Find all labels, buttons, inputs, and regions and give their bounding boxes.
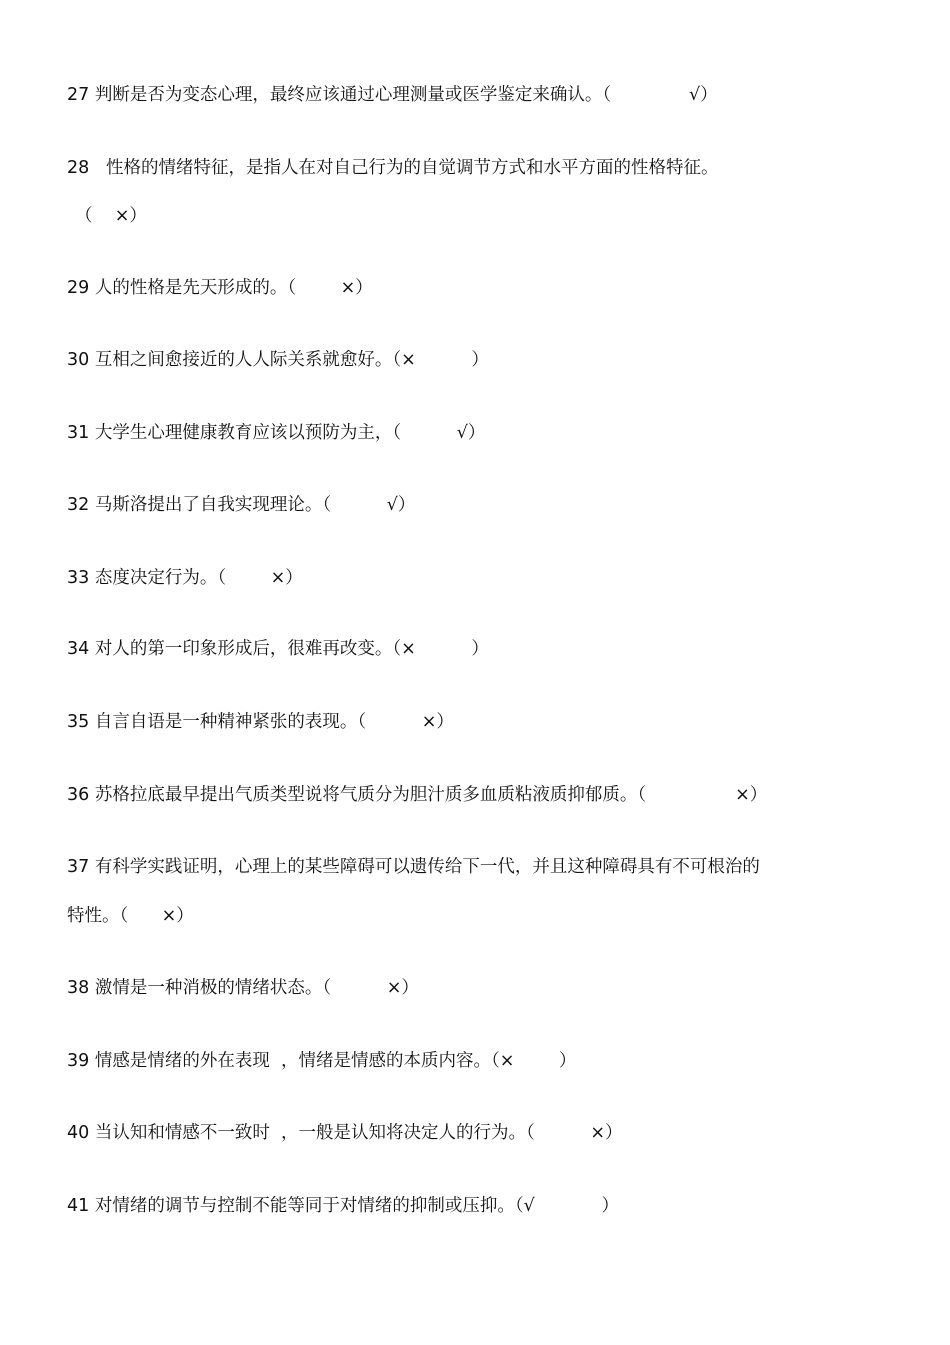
question-33: 33 态度决定行为。（ ×） [67, 568, 303, 588]
question-29: 29 人的性格是先天形成的。（ ×） [67, 278, 373, 298]
question-36: 36 苏格拉底最早提出气质类型说将气质分为胆汁质多血质粘液质抑郁质。（ ×） [67, 785, 768, 805]
question-41: 41 对情绪的调节与控制不能等同于对情绪的抑制或压抑。（√ ） [67, 1196, 619, 1216]
question-38: 38 激情是一种消极的情绪状态。（ ×） [67, 978, 419, 998]
question-27: 27 判断是否为变态心理，最终应该通过心理测量或医学鉴定来确认。（ √） [67, 85, 718, 105]
question-32: 32 马斯洛提出了自我实现理论。（ √） [67, 495, 416, 515]
question-28-continuation: （ ×） [75, 206, 147, 226]
question-35: 35 自言自语是一种精神紧张的表现。（ ×） [67, 712, 454, 732]
question-37-continuation: 特性。（ ×） [67, 906, 194, 926]
question-40: 40 当认知和情感不一致时 ，一般是认知将决定人的行为。（ ×） [67, 1123, 623, 1143]
question-31: 31 大学生心理健康教育应该以预防为主，（ √） [67, 423, 486, 443]
question-34: 34 对人的第一印象形成后，很难再改变。（× ） [67, 639, 489, 659]
question-37: 37 有科学实践证明，心理上的某些障碍可以遗传给下一代，并且这种障碍具有不可根治的 [67, 857, 760, 877]
question-30: 30 互相之间愈接近的人人际关系就愈好。（× ） [67, 350, 489, 370]
question-28: 28 性格的情绪特征，是指人在对自己行为的自觉调节方式和水平方面的性格特征。 [67, 158, 719, 178]
question-39: 39 情感是情绪的外在表现 ，情绪是情感的本质内容。（× ） [67, 1051, 577, 1071]
